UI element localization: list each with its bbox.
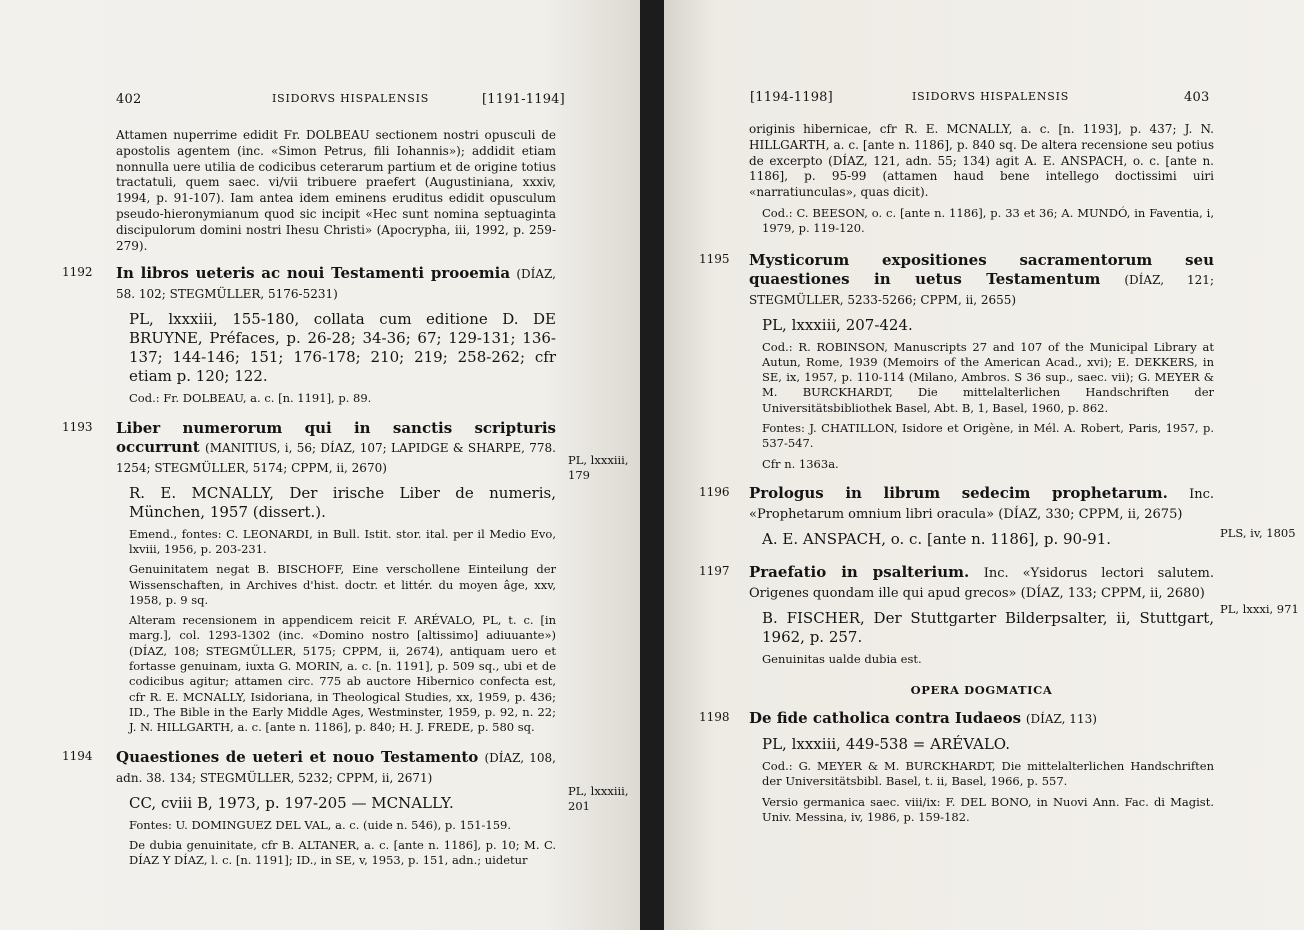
entry-1196 [699,483,1214,549]
running-title: ISIDORVS HISPALENSIS [912,90,1070,103]
entry-dubia: De dubia genuinitate, cfr B. ALTANER, a. c. [ante n. 1186], p. 10; M. C. DÍAZ Y DÍAZ, l. c. [n. 1191]; ID., in SE, v, 1953, p. 151, adn.; uidetur [129,837,556,868]
entry-title: Quaestiones de ueteri et nouo Testamento [116,747,479,766]
entry-edition: PL, lxxxiii, 207-424. [762,315,913,334]
entry-edition: CC, cviii B, 1973, p. 197-205 — MCNALLY. [129,793,454,812]
left-text-column [62,128,556,868]
entry-1193 [62,418,556,736]
entry-edition: B. FISCHER, Der Stuttgarter Bilderpsalter, ii, Stuttgart, 1962, p. 257. [762,608,1214,646]
entry-1194 [62,747,556,869]
running-title: ISIDORVS HISPALENSIS [272,92,430,105]
margin-ref-1193: PL, lxxxiii, 179 [568,453,629,482]
book-gutter [640,0,664,930]
entry-emendationes: Emend., fontes: C. LEONARDI, in Bull. Istit. stor. ital. per il Medio Evo, lxviii, 1956, p. 203-231. [129,526,556,556]
entry-title: In libros ueteris ac noui Testamenti prooemia [116,264,511,283]
entry-edition: PL, lxxxiii, 155-180, collata cum editione D. DE BRUYNE, Préfaces, p. 26-28; 34-36; 67; 129-131; 136-137; 144-146; 151; 176-178; 210; 219; 258-262; cfr etiam p. 120; 122. [129,310,556,386]
margin-ref-1196: PLS, iv, 1805 [1220,526,1296,540]
section-heading: OPERA DOGMATICA [910,683,1053,698]
entry-title-ref: (DÍAZ, 58. 102; STEGMÜLLER, 5176-5231) [116,267,556,302]
entry-number: 1195 [699,251,730,266]
entry-versio: Versio germanica saec. viii/ix: F. DEL BONO, in Nuovi Ann. Fac. di Magist. Univ. Messina, iv, 1986, p. 159-182. [762,794,1214,824]
left-page [0,0,640,930]
entry-title: Prologus in librum sedecim prophetarum. [749,483,1168,502]
entry-title-ref: Inc. «Prophetarum omnium libri oracula» (DÍAZ, 330; CPPM, ii, 2675) [749,486,1214,522]
entry-title: De fide catholica contra Iudaeos [749,709,1022,728]
entry-edition: R. E. MCNALLY, Der irische Liber de numeris, München, 1957 (dissert.). [129,483,556,521]
entry-title-ref: (MANITIUS, i, 56; DÍAZ, 107; LAPIDGE & SHARPE, 778. 1254; STEGMÜLLER, 5174; CPPM, ii, 2670) [116,440,556,475]
entry-note: Genuinitas ualde dubia est. [762,651,922,666]
entry-number: 1192 [62,265,93,280]
margin-ref-1197: PL, lxxxi, 971 [1220,602,1299,616]
entry-1192 [62,264,556,406]
right-running-head [664,90,1304,110]
entry-codices: Cod.: Fr. DOLBEAU, a. c. [n. 1191], p. 89. [129,391,372,406]
entry-title-ref: (DÍAZ, 108, adn. 38. 134; STEGMÜLLER, 5232; CPPM, ii, 2671) [116,750,556,785]
entry-range: [1191-1194] [482,92,565,107]
entry-cfr: Cfr n. 1363a. [762,456,839,471]
entry-1197 [699,562,1214,667]
margin-ref-1194: PL, lxxxiii, 201 [568,784,629,813]
entry-alteram-recensionem: Alteram recensionem in appendicem reicit F. ARÉVALO, PL, t. c. [in marg.], col. 1293-1302 (inc. «Domino nostro [altissimo] adiuuante») (DÍAZ, 108; STEGMÜLLER, 5175; CPPM, ii, 2674), antiquam uero et fortasse genuinam, iuxta G. MORIN, a. c. [n. 1191], p. 509 sq., ubi et de codicibus agitur; attamen circ. 775 ab auctore Hibernico confecta est, cfr R. E. MCNALLY, Isidoriana, in Theological Studies, xx, 1959, p. 436; ID., The Bible in the Early Middle Ages, Westminster, 1959, p. 92, n. 22; J. N. HILLGARTH, a. c. [ante n. 1186], p. 840; H. J. FREDE, p. 580 sq. [129,613,556,735]
entry-title-ref: Inc. «Ysidorus lectori salutem. Origenes quondam ille qui apud grecos» (DÍAZ, 133; CPPM, ii, 2680) [749,565,1214,601]
left-running-head [0,92,640,112]
entry-fontes: Fontes: U. DOMINGUEZ DEL VAL, a. c. (uide n. 546), p. 151-159. [129,817,512,832]
page-number: 403 [1184,90,1210,105]
entry-genuinitas: Genuinitatem negat B. BISCHOFF, Eine verschollene Einteilung der Wissenschaften, in Archives d'hist. doctr. et littér. du moyen âge, xxv, 1958, p. 9 sq. [129,562,556,607]
entry-codices: Cod.: G. MEYER & M. BURCKHARDT, Die mittelalterlichen Handschriften der Universitätsbibl. Basel, t. ii, Basel, 1966, p. 557. [762,759,1214,789]
entry-title: Liber numerorum qui in sanctis scripturis occurrunt [116,418,556,456]
intro-paragraph: Attamen nuperrime edidit Fr. DOLBEAU sectionem nostri opusculi de apostolis agentem (inc. «Simon Petrus, fili Iohannis»); addidit etiam nonnulla uere utilia de codicibus ceterarum partium et de origine totius tractatuli, quem saec. vi/vii tribuere praefert (Augustiniana, xxxiv, 1994, p. 91-107). Iam antea idem eminens eruditus edidit opusculum pseudo-hieronymianum quod sic incipit «Hec sunt nomina septuaginta discipulorum domini nostri Ihesu Christi» (Apocrypha, iii, 1992, p. 259-279). [116,128,556,253]
entry-range: [1194-1198] [750,90,833,105]
entry-number: 1196 [699,484,730,499]
continuation-paragraph: originis hibernicae, cfr R. E. MCNALLY, a. c. [n. 1193], p. 437; J. N. HILLGARTH, a. c. [ante n. 1186], p. 840 sq. De altera recensione seu potius de excerpto (DÍAZ, 121, adn. 55; 134) agit A. E. ANSPACH, o. c. [ante n. 1186], p. 95-99 (attamen haud bene intellego doctissimi uiri «narratiunculas», quas dicit). [749,122,1214,200]
entry-fontes: Fontes: J. CHATILLON, Isidore et Origène, in Mél. A. Robert, Paris, 1957, p. 537-547. [762,421,1214,451]
entry-title-ref: (DÍAZ, 113) [1025,712,1097,727]
entry-codices: Cod.: R. ROBINSON, Manuscripts 27 and 107 of the Municipal Library at Autun, Rome, 1939 (Memoirs of the American Acad., xvi); E. DEKKERS, in SE, ix, 1957, p. 110-114 (Milano, Ambros. S 36 sup., saec. vii); G. MEYER & M. BURCKHARDT, Die mittelalterlichen Handschriften der Universitätsbibliothek Basel, Abt. B, 1, Basel, 1960, p. 862. [762,339,1214,415]
entry-edition: PL, lxxxiii, 449-538 = ARÉVALO. [762,735,1010,754]
entry-title-ref: (DÍAZ, 121; STEGMÜLLER, 5233-5266; CPPM, ii, 2655) [749,272,1214,307]
entry-edition: A. E. ANSPACH, o. c. [ante n. 1186], p. 90-91. [762,529,1112,548]
entry-number: 1197 [699,563,730,578]
entry-number: 1193 [62,419,93,434]
entry-number: 1198 [699,710,730,725]
right-page [664,0,1304,930]
page-number: 402 [116,92,142,107]
entry-number: 1194 [62,748,93,763]
right-text-column [699,122,1214,825]
continuation-codices: Cod.: C. BEESON, o. c. [ante n. 1186], p. 33 et 36; A. MUNDÓ, in Faventia, i, 1979, p. 119-120. [762,205,1214,236]
entry-title: Mysticorum expositiones sacramentorum seu quaestiones in uetus Testamentum [749,250,1214,288]
entry-title: Praefatio in psalterium. [749,562,970,581]
entry-1195 [699,250,1214,472]
entry-1198 [699,709,1214,825]
